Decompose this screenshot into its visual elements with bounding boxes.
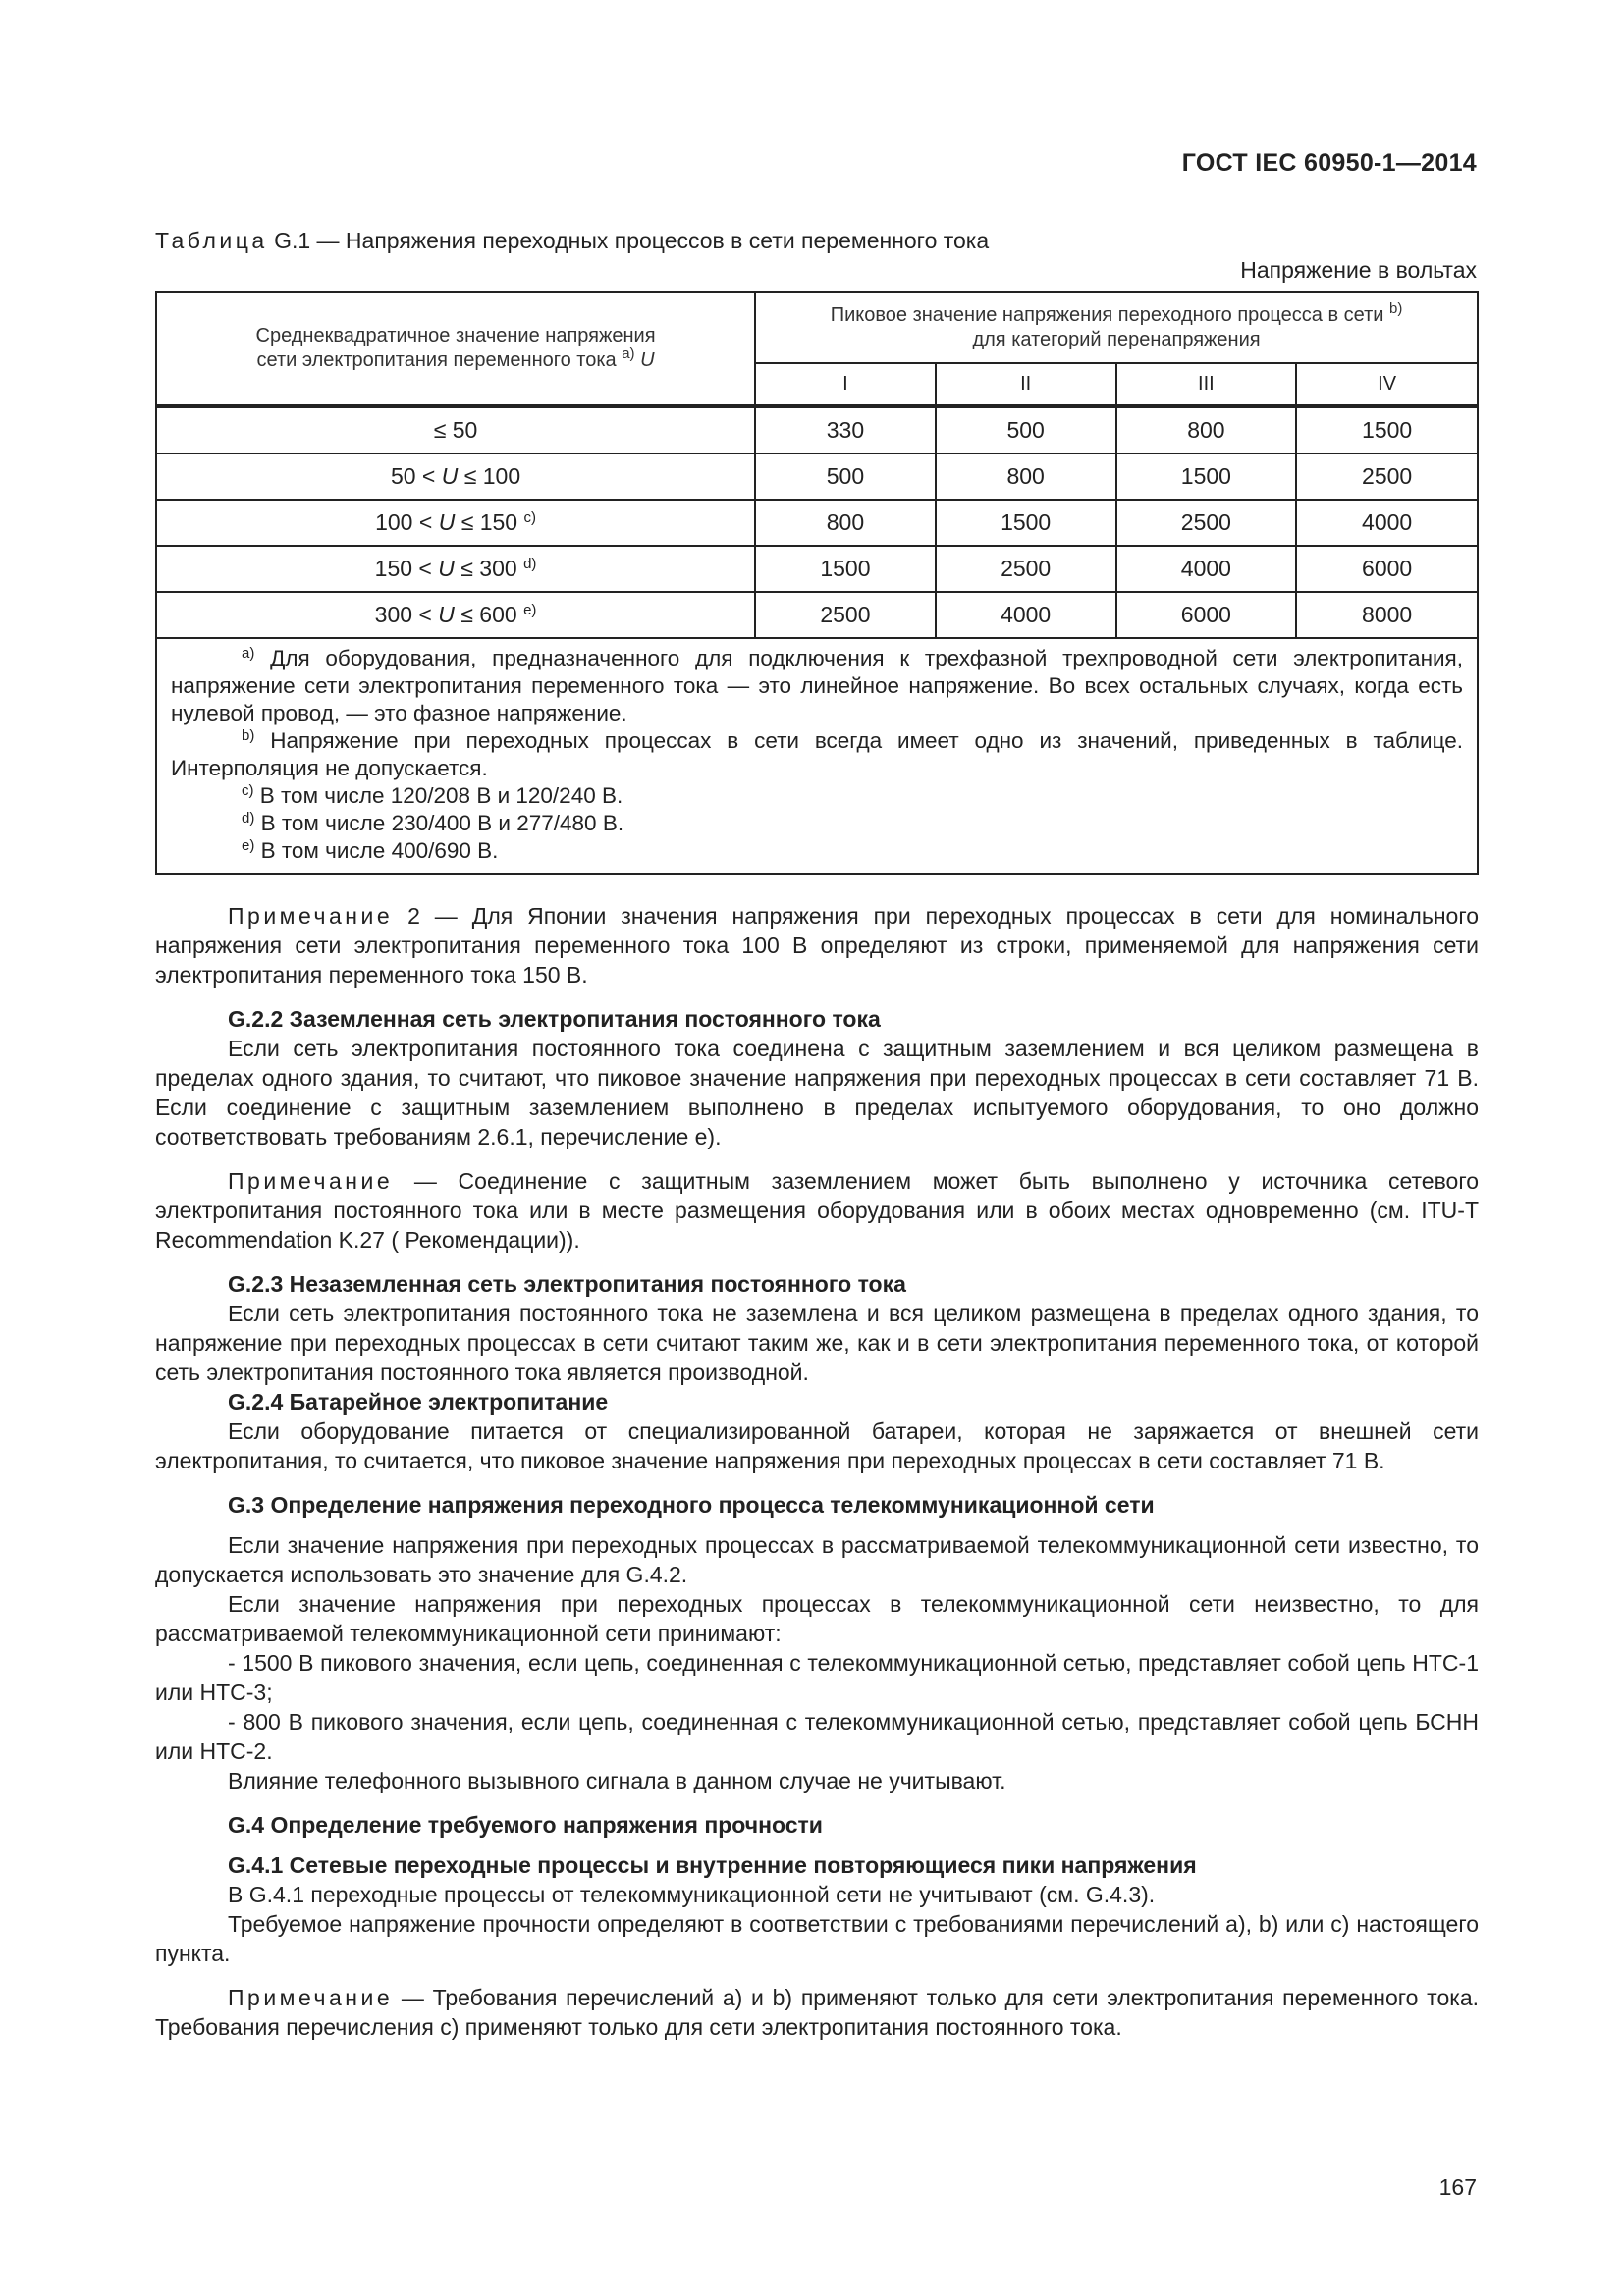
value-cell: 500 — [936, 406, 1116, 454]
value-cell: 500 — [755, 454, 936, 500]
footnote-e: $^{e)}$ В том числе 400/690 В. — [242, 837, 499, 863]
value-cell: 1500 — [1116, 454, 1297, 500]
value-cell: 1500 — [1296, 406, 1478, 454]
category-cell: II — [936, 363, 1116, 406]
section-g23-title: G.2.3 Незаземленная сеть электропитания постоянного тока — [228, 1271, 906, 1297]
value-cell: 4000 — [1116, 546, 1297, 592]
document-code: ГОСТ IEC 60950-1—2014 — [1181, 149, 1477, 177]
peak-voltage-header: Пиковое значение напряжения переходного процесса в сети $^{b)}$ для категорий перенапряжения — [755, 292, 1478, 363]
voltage-range-cell: 100 < U ≤ 150 $^{c)}$ — [156, 500, 755, 546]
table-row — [156, 406, 1478, 454]
note-3: Примечание — Соединение с защитным заземлением может быть выполнено у источника сетевого электропитания постоянного тока или в месте размещения оборудования или в обоих местах одновременно (см. ITU-T Recommendation K.27 ( Рекомендации)). — [155, 1168, 1479, 1253]
value-cell: 1500 — [755, 546, 936, 592]
value-cell: 2500 — [1116, 500, 1297, 546]
section-g41-paragraph-1: В G.4.1 переходные процессы от телекоммуникационной сети не учитывают (см. G.4.3). — [228, 1882, 1156, 1907]
value-cell: 800 — [755, 500, 936, 546]
table-caption-text: G.1 — Напряжения переходных процессов в сети переменного тока — [267, 228, 990, 253]
section-g3-paragraph-2: Если значение напряжения при переходных процессах в телекоммуникационной сети неизвестно, то для рассматриваемой телекоммуникационной сети принимают: — [155, 1591, 1479, 1646]
section-g3-list-item-1: - 1500 В пикового значения, если цепь, соединенная с телекоммуникационной сетью, представляет собой цепь НТС-1 или НТС-3; — [155, 1650, 1479, 1705]
voltage-range-cell: 300 < U ≤ 600 $^{e)}$ — [156, 592, 755, 638]
section-g3-list-item-2: - 800 В пикового значения, если цепь, соединенная с телекоммуникационной сетью, представляет собой цепь БСНН или НТС-2. — [155, 1709, 1479, 1764]
section-g41-title: G.4.1 Сетевые переходные процессы и внутренние повторяющиеся пики напряжения — [228, 1852, 1197, 1878]
page-number: 167 — [1438, 2174, 1477, 2200]
table-footnotes — [156, 638, 1478, 874]
footnote-b: $^{b)}$ Напряжение при переходных процессах в сети всегда имеет одно из значений, приведенных в таблице. Интерполяция не допускается. — [171, 727, 1463, 780]
value-cell: 1500 — [936, 500, 1116, 546]
table-header-row — [156, 292, 1478, 363]
note-2: Примечание 2 — Для Японии значения напряжения при переходных процессах в сети для номинального напряжения сети электропитания переменного тока 100 В определяют из строки, применяемой для напряжения сети электропитания переменного тока 150 В. — [155, 903, 1479, 988]
table-row — [156, 546, 1478, 592]
footnote-d: $^{d)}$ В том числе 230/400 В и 277/480 В. — [242, 810, 624, 835]
table-row — [156, 500, 1478, 546]
voltage-range-cell: 150 < U ≤ 300 $^{d)}$ — [156, 546, 755, 592]
value-cell: 330 — [755, 406, 936, 454]
table-caption — [155, 228, 989, 254]
value-cell: 2500 — [755, 592, 936, 638]
value-cell: 4000 — [936, 592, 1116, 638]
table-row — [156, 454, 1478, 500]
value-cell: 6000 — [1296, 546, 1478, 592]
value-cell: 6000 — [1116, 592, 1297, 638]
value-cell: 8000 — [1296, 592, 1478, 638]
category-cell: III — [1116, 363, 1297, 406]
value-cell: 2500 — [1296, 454, 1478, 500]
value-cell: 2500 — [936, 546, 1116, 592]
section-g41-paragraph-2: Требуемое напряжение прочности определяют в соответствии с требованиями перечислений а), b) или c) настоящего пункта. — [155, 1911, 1479, 1966]
footnote-a: $^{a)}$ Для оборудования, предназначенного для подключения к трехфазной трехпроводной сети электропитания, напряжение сети электропитания переменного тока — это линейное напряжение. Во всех остальных случаях, когда есть нулевой провод, — это фазное напряжение. — [171, 645, 1463, 725]
value-cell: 4000 — [1296, 500, 1478, 546]
category-cell: I — [755, 363, 936, 406]
table-footnotes-row — [156, 638, 1478, 874]
value-cell: 800 — [1116, 406, 1297, 454]
footnote-c: $^{c)}$ В том числе 120/208 В и 120/240 В. — [242, 782, 623, 808]
section-g23-text: Если сеть электропитания постоянного тока не заземлена и вся целиком размещена в пределах одного здания, то напряжение при переходных процессах в сети считают таким же, как и в сети электропитания переменного тока, от которой сеть электропитания постоянного тока является производной. — [155, 1301, 1479, 1385]
section-g22-text: Если сеть электропитания постоянного тока соединена с защитным заземлением и вся целиком размещена в пределах одного здания, то считают, что пиковое значение напряжения при переходных процессах в сети составляет 71 В. Если соединение с защитным заземлением выполнено в пределах испытуемого оборудования, то оно должно соответствовать требованиям 2.6.1, перечисление е). — [155, 1036, 1479, 1149]
table-caption-word: Таблица — [155, 228, 268, 253]
document-body — [155, 901, 1479, 2042]
rms-voltage-header: Среднеквадратичное значение напряжения сети электропитания переменного тока $^{a)}$ U — [156, 292, 755, 406]
voltage-range-cell: 50 < U ≤ 100 — [156, 454, 755, 500]
value-cell: 800 — [936, 454, 1116, 500]
table-unit: Напряжение в вольтах — [1240, 257, 1477, 283]
voltage-table — [155, 291, 1479, 875]
section-g3-title: G.3 Определение напряжения переходного процесса телекоммуникационной сети — [228, 1492, 1155, 1518]
section-g3-paragraph-1: Если значение напряжения при переходных процессах в рассматриваемой телекоммуникационной сети известно, то допускается использовать это значение для G.4.2. — [155, 1532, 1479, 1587]
section-g24-title: G.2.4 Батарейное электропитание — [228, 1389, 609, 1415]
section-g3-paragraph-3: Влияние телефонного вызывного сигнала в данном случае не учитывают. — [228, 1768, 1006, 1793]
voltage-range-cell: ≤ 50 — [156, 406, 755, 454]
section-g24-text: Если оборудование питается от специализированной батареи, которая не заряжается от внешней сети электропитания, то считается, что пиковое значение напряжения при переходных процессах в сети составляет 71 В. — [155, 1418, 1479, 1473]
note-4: Примечание — Требования перечислений а) и b) применяют только для сети электропитания переменного тока. Требования перечисления c) применяют только для сети электропитания постоянного тока. — [155, 1985, 1479, 2040]
table-row — [156, 592, 1478, 638]
category-cell: IV — [1296, 363, 1478, 406]
section-g22-title: G.2.2 Заземленная сеть электропитания постоянного тока — [228, 1006, 881, 1032]
section-g4-title: G.4 Определение требуемого напряжения прочности — [228, 1812, 823, 1838]
